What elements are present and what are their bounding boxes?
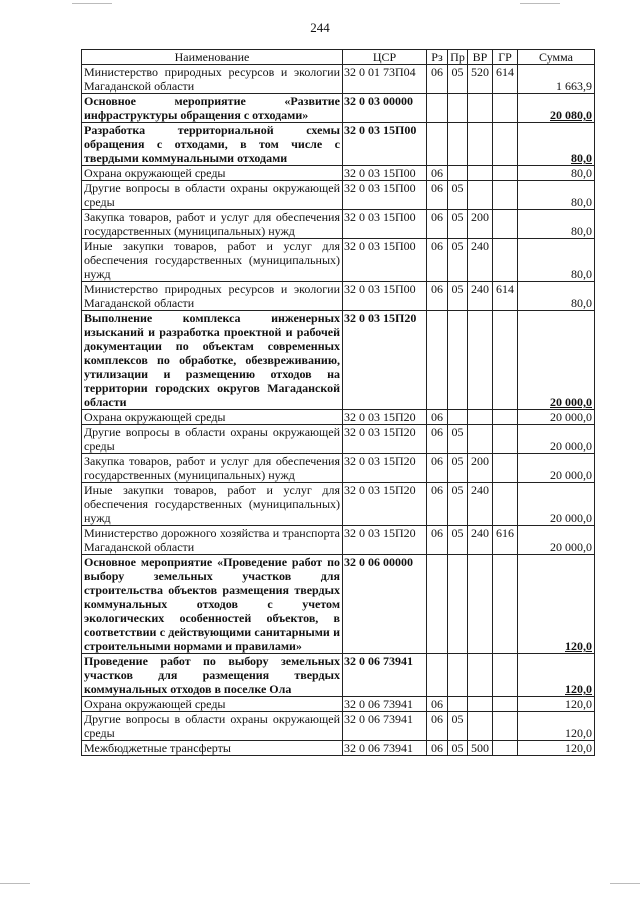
cell-csr: 32 0 03 15П00 [343,166,427,181]
table-row [82,166,595,181]
cell-csr: 32 0 03 15П00 [343,239,427,282]
cell-pr: 05 [448,483,468,526]
cell-rz: 06 [427,526,448,555]
cell-gr [493,712,518,741]
page-number: 244 [310,20,330,35]
cell-pr: 05 [448,181,468,210]
scan-edge-mark [610,883,640,884]
cell-rz: 06 [427,425,448,454]
table-row [82,526,595,555]
cell-vr: 240 [468,239,493,282]
cell-pr [448,94,468,123]
header-rz: Рз [427,50,448,65]
cell-sum: 20 000,0 [518,425,595,454]
cell-csr: 32 0 06 73941 [343,741,427,756]
cell-gr [493,654,518,697]
table-row [82,454,595,483]
cell-rz: 06 [427,712,448,741]
table-row [82,555,595,654]
cell-sum-value: 20 080,0 [550,108,592,122]
cell-sum: 120,0 [518,741,595,756]
table-row [82,65,595,94]
header-name: Наименование [82,50,343,65]
table-body [82,65,595,756]
table-row [82,123,595,166]
cell-pr: 05 [448,425,468,454]
cell-pr [448,410,468,425]
header-vr: ВР [468,50,493,65]
cell-rz: 06 [427,410,448,425]
cell-sum: 20 000,0 [518,483,595,526]
cell-rz: 06 [427,741,448,756]
table-row [82,712,595,741]
cell-gr [493,166,518,181]
cell-name: Разработка территориальной схемы обращения с отходами, в том числе с твердыми коммунальными отходами [82,123,343,166]
cell-rz [427,654,448,697]
cell-rz: 06 [427,181,448,210]
cell-csr: 32 0 03 15П00 [343,282,427,311]
cell-rz: 06 [427,697,448,712]
cell-rz: 06 [427,239,448,282]
cell-pr [448,123,468,166]
header-csr: ЦСР [343,50,427,65]
cell-pr: 05 [448,526,468,555]
cell-gr [493,410,518,425]
scan-edge-mark [0,883,30,884]
cell-vr [468,94,493,123]
cell-gr [493,94,518,123]
cell-sum: 20 000,0 [518,454,595,483]
cell-name: Другие вопросы в области охраны окружающей среды [82,181,343,210]
cell-gr [493,555,518,654]
cell-csr: 32 0 03 15П20 [343,311,427,410]
cell-csr: 32 0 06 73941 [343,712,427,741]
table-row [82,483,595,526]
cell-vr [468,425,493,454]
cell-gr [493,239,518,282]
cell-rz: 06 [427,65,448,94]
cell-vr: 200 [468,210,493,239]
cell-csr: 32 0 03 15П20 [343,410,427,425]
cell-pr [448,697,468,712]
cell-name: Другие вопросы в области охраны окружающей среды [82,712,343,741]
cell-sum [518,123,595,166]
cell-name: Межбюджетные трансферты [82,741,343,756]
table-row [82,425,595,454]
scan-edge-mark [520,3,560,4]
cell-gr [493,181,518,210]
cell-gr [493,210,518,239]
cell-pr: 05 [448,210,468,239]
cell-csr: 32 0 03 15П20 [343,483,427,526]
cell-sum [518,94,595,123]
cell-vr [468,654,493,697]
cell-sum-value: 20 000,0 [550,395,592,409]
cell-sum: 80,0 [518,282,595,311]
cell-name: Иные закупки товаров, работ и услуг для обеспечения государственных (муниципальных) нужд [82,239,343,282]
cell-csr: 32 0 03 15П20 [343,454,427,483]
cell-csr: 32 0 06 00000 [343,555,427,654]
table-row [82,697,595,712]
cell-sum [518,311,595,410]
cell-rz: 06 [427,454,448,483]
cell-csr: 32 0 06 73941 [343,697,427,712]
cell-gr [493,311,518,410]
cell-csr: 32 0 03 00000 [343,94,427,123]
cell-rz [427,311,448,410]
cell-sum [518,555,595,654]
cell-rz [427,94,448,123]
cell-sum: 1 663,9 [518,65,595,94]
cell-vr [468,410,493,425]
table-row [82,239,595,282]
cell-name: Закупка товаров, работ и услуг для обеспечения государственных (муниципальных) нужд [82,210,343,239]
cell-sum-value: 120,0 [565,682,592,696]
cell-pr [448,166,468,181]
cell-gr [493,454,518,483]
cell-vr [468,123,493,166]
cell-vr [468,311,493,410]
cell-name: Иные закупки товаров, работ и услуг для обеспечения государственных (муниципальных) нужд [82,483,343,526]
cell-gr: 614 [493,65,518,94]
cell-name: Министерство природных ресурсов и экологии Магаданской области [82,65,343,94]
cell-gr: 616 [493,526,518,555]
table-row [82,181,595,210]
cell-vr: 520 [468,65,493,94]
cell-csr: 32 0 01 73П04 [343,65,427,94]
cell-pr [448,311,468,410]
table-row [82,654,595,697]
cell-rz [427,555,448,654]
cell-vr: 500 [468,741,493,756]
table-row [82,210,595,239]
table-row [82,741,595,756]
cell-name: Закупка товаров, работ и услуг для обеспечения государственных (муниципальных) нужд [82,454,343,483]
cell-sum: 20 000,0 [518,410,595,425]
cell-name: Основное мероприятие «Развитие инфраструктуры обращения с отходами» [82,94,343,123]
cell-csr: 32 0 03 15П20 [343,526,427,555]
header-sum: Сумма [518,50,595,65]
cell-name: Министерство природных ресурсов и экологии Магаданской области [82,282,343,311]
cell-vr [468,712,493,741]
cell-name: Другие вопросы в области охраны окружающей среды [82,425,343,454]
cell-vr: 240 [468,282,493,311]
cell-sum: 120,0 [518,697,595,712]
cell-gr [493,425,518,454]
cell-gr [493,483,518,526]
cell-rz: 06 [427,166,448,181]
cell-sum: 80,0 [518,166,595,181]
cell-name: Охрана окружающей среды [82,166,343,181]
cell-name: Проведение работ по выбору земельных участков для размещения твердых коммунальных отходов в поселке Ола [82,654,343,697]
cell-sum-value: 120,0 [565,639,592,653]
table-row [82,94,595,123]
cell-sum: 80,0 [518,181,595,210]
cell-pr: 05 [448,741,468,756]
cell-name: Охрана окружающей среды [82,697,343,712]
cell-rz [427,123,448,166]
cell-gr: 614 [493,282,518,311]
cell-name: Министерство дорожного хозяйства и транспорта Магаданской области [82,526,343,555]
cell-gr [493,741,518,756]
cell-vr [468,555,493,654]
cell-vr [468,697,493,712]
cell-pr: 05 [448,239,468,282]
cell-pr [448,654,468,697]
cell-pr [448,555,468,654]
cell-name: Охрана окружающей среды [82,410,343,425]
table-row [82,311,595,410]
header-pr: Пр [448,50,468,65]
cell-sum: 80,0 [518,210,595,239]
cell-vr [468,166,493,181]
budget-table [81,49,595,756]
cell-rz: 06 [427,483,448,526]
cell-csr: 32 0 03 15П20 [343,425,427,454]
cell-csr: 32 0 03 15П00 [343,210,427,239]
cell-sum: 80,0 [518,239,595,282]
cell-name: Выполнение комплекса инженерных изысканий и разработка проектной и рабочей документации по объектам современных комплексов по обработке, обезвреживанию, утилизации и размещению отходов на территории городских округов Магаданской области [82,311,343,410]
cell-sum: 120,0 [518,712,595,741]
cell-vr: 240 [468,483,493,526]
table-row [82,282,595,311]
cell-csr: 32 0 03 15П00 [343,181,427,210]
cell-sum-value: 80,0 [571,151,592,165]
cell-vr: 200 [468,454,493,483]
cell-pr: 05 [448,712,468,741]
table-header-row [82,50,595,65]
cell-vr: 240 [468,526,493,555]
table-row [82,410,595,425]
cell-pr: 05 [448,65,468,94]
cell-rz: 06 [427,282,448,311]
scan-edge-mark [72,3,112,4]
cell-gr [493,697,518,712]
cell-csr: 32 0 03 15П00 [343,123,427,166]
cell-vr [468,181,493,210]
cell-pr: 05 [448,282,468,311]
cell-csr: 32 0 06 73941 [343,654,427,697]
cell-pr: 05 [448,454,468,483]
header-gr: ГР [493,50,518,65]
cell-sum [518,654,595,697]
cell-sum: 20 000,0 [518,526,595,555]
cell-name: Основное мероприятие «Проведение работ по выбору земельных участков для строительства объектов размещения твердых коммунальных отходов с учетом экологических особенностей объектов, в соответствии с действующими санитарными и строительными нормами и правилами» [82,555,343,654]
cell-rz: 06 [427,210,448,239]
cell-gr [493,123,518,166]
